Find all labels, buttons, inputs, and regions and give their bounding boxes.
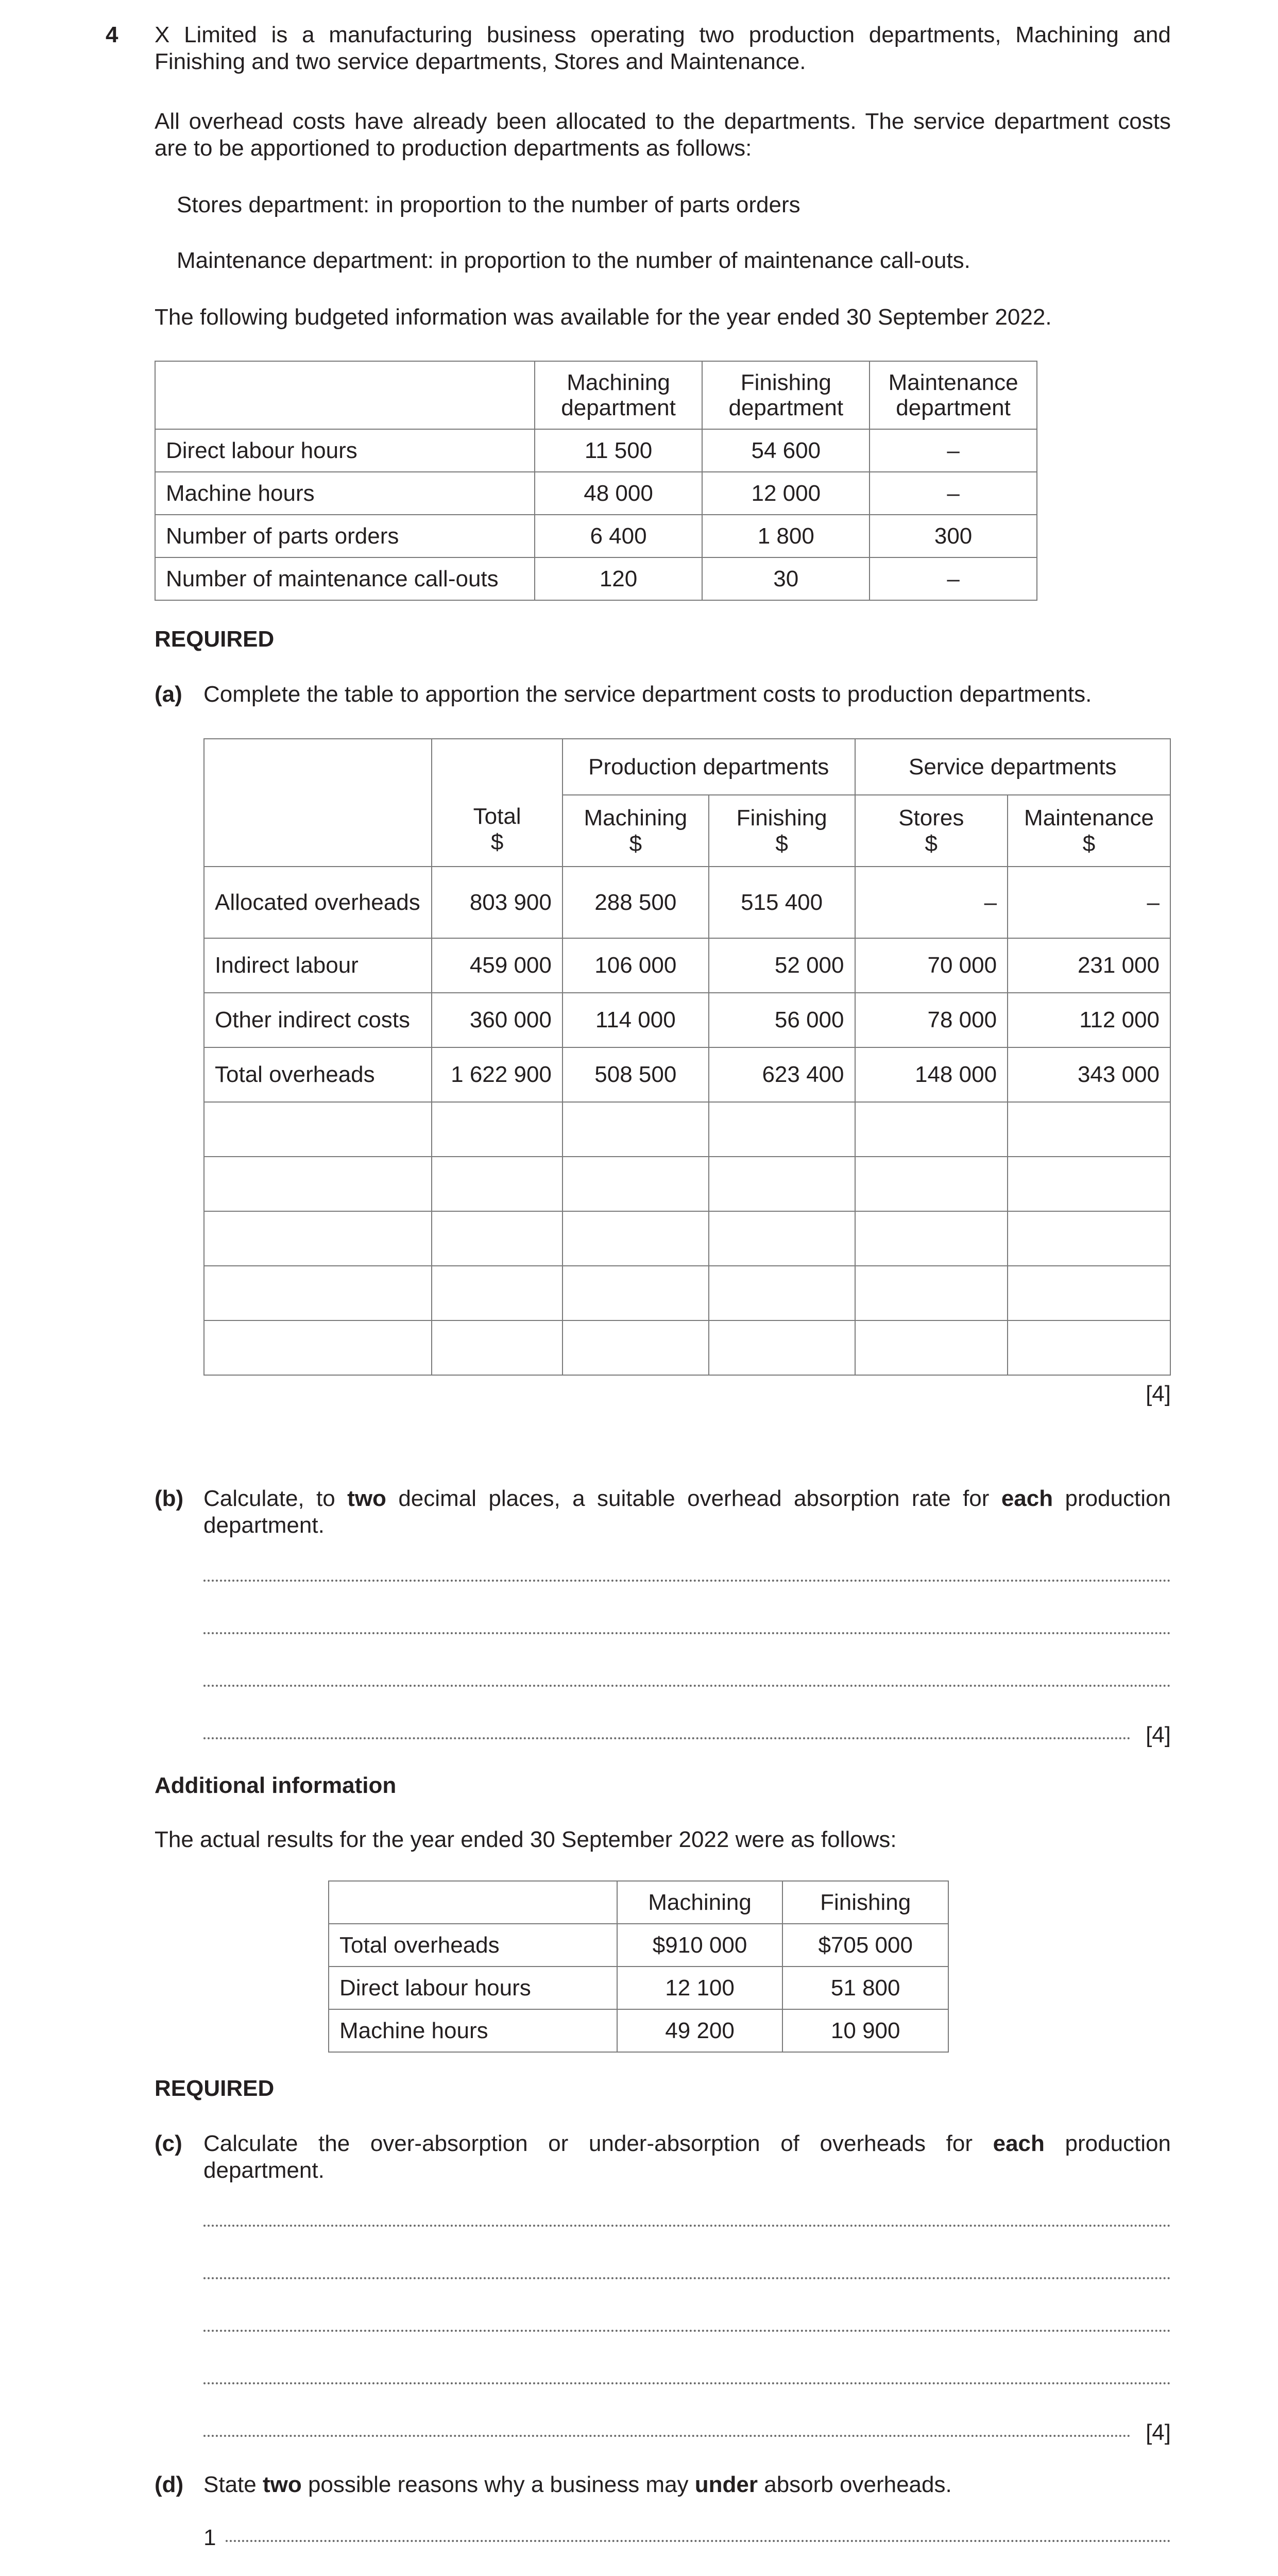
answer-cell[interactable] <box>563 1266 709 1320</box>
apportion-header-blank <box>204 739 432 867</box>
answer-row <box>204 1320 1170 1375</box>
cell-value: 114 000 <box>563 993 709 1047</box>
answer-line[interactable] <box>203 1685 1171 1687</box>
table-row <box>155 472 1037 515</box>
cell-value: 51 800 <box>782 1967 948 2009</box>
cell-value: 459 000 <box>432 938 563 993</box>
part-b-text-3: production department. <box>203 1486 1171 1538</box>
part-b-text-1: Calculate, to <box>203 1486 348 1511</box>
actual-results-table <box>328 1880 949 2053</box>
cell-value: $705 000 <box>782 1924 948 1967</box>
currency-unit: $ <box>490 829 504 855</box>
cell-value: 343 000 <box>1008 1047 1170 1102</box>
reason-number-1: 1 <box>203 2525 216 2550</box>
answer-row <box>204 1211 1170 1266</box>
part-c-label: (c) <box>155 2131 182 2156</box>
apportion-group-header-row <box>204 739 1170 795</box>
part-b-marks: [4] <box>1146 1722 1171 1748</box>
table-row <box>204 938 1170 993</box>
currency-unit: $ <box>775 831 788 856</box>
part-a-marks: [4] <box>1146 1381 1171 1406</box>
actual-header-row <box>329 1881 948 1924</box>
answer-cell[interactable] <box>709 1320 855 1375</box>
answer-cell[interactable] <box>709 1102 855 1157</box>
cell-value: – <box>1008 867 1170 938</box>
answer-cell[interactable] <box>1008 1211 1170 1266</box>
row-label: Allocated overheads <box>204 867 432 938</box>
part-d-text-2: possible reasons why a business may <box>301 2472 695 2497</box>
answer-line[interactable] <box>226 2540 1171 2542</box>
part-b-text-2: decimal places, a suitable overhead absorption rate for <box>386 1486 1001 1511</box>
part-d-bold-2: under <box>694 2472 758 2497</box>
answer-line[interactable] <box>203 1580 1171 1582</box>
answer-cell[interactable] <box>204 1211 432 1266</box>
answer-cell[interactable] <box>1008 1157 1170 1211</box>
part-d-label: (d) <box>155 2472 184 2497</box>
cell-value: 231 000 <box>1008 938 1170 993</box>
answer-cell[interactable] <box>855 1211 1008 1266</box>
production-departments-header: Production departments <box>563 739 855 795</box>
cell-value: 49 200 <box>617 2009 783 2052</box>
row-label: Number of maintenance call-outs <box>155 557 535 600</box>
cell-value: – <box>870 472 1037 515</box>
budget-header-row <box>155 361 1037 429</box>
apportion-header-total <box>432 739 563 867</box>
apportion-header-finishing <box>709 795 855 867</box>
answer-cell[interactable] <box>204 1157 432 1211</box>
cell-value: 11 500 <box>535 429 703 472</box>
table-row <box>155 515 1037 557</box>
currency-unit: $ <box>925 831 938 856</box>
apportion-header-machining <box>563 795 709 867</box>
part-a-text: Complete the table to apportion the service department costs to production departments. <box>203 682 1092 707</box>
part-c-bold: each <box>993 2131 1045 2156</box>
answer-line[interactable] <box>203 2382 1171 2384</box>
part-b-bold-2: each <box>1001 1486 1053 1511</box>
row-label: Direct labour hours <box>155 429 535 472</box>
answer-cell[interactable] <box>855 1320 1008 1375</box>
cell-value: 112 000 <box>1008 993 1170 1047</box>
budget-header-finishing: Finishing department <box>702 361 870 429</box>
answer-cell[interactable] <box>563 1157 709 1211</box>
cell-value: 300 <box>870 515 1037 557</box>
col-title: Finishing <box>736 805 827 831</box>
additional-info-heading-1: Additional information <box>155 1773 397 1798</box>
intro-paragraph-1: X Limited is a manufacturing business operating two production departments, Machining and Finishing and two service departments, Stores and Maintenance. <box>155 22 1171 74</box>
actual-header-finishing: Finishing <box>782 1881 948 1924</box>
cell-value: 508 500 <box>563 1047 709 1102</box>
col-title: Machining <box>584 805 688 831</box>
cell-value: – <box>855 867 1008 938</box>
cell-value: 148 000 <box>855 1047 1008 1102</box>
cell-value: 1 622 900 <box>432 1047 563 1102</box>
answer-row <box>204 1266 1170 1320</box>
answer-cell[interactable] <box>432 1102 563 1157</box>
budget-table <box>155 361 1037 601</box>
table-row <box>155 557 1037 600</box>
answer-cell[interactable] <box>432 1211 563 1266</box>
part-c-text <box>203 2130 1171 2184</box>
cell-value: 48 000 <box>535 472 703 515</box>
question-number: 4 <box>106 22 118 47</box>
answer-line[interactable] <box>203 2435 1131 2437</box>
service-departments-header: Service departments <box>855 739 1171 795</box>
stores-basis: Stores department: in proportion to the number of parts orders <box>177 192 800 217</box>
cell-value: 120 <box>535 557 703 600</box>
answer-cell[interactable] <box>1008 1266 1170 1320</box>
answer-cell[interactable] <box>432 1157 563 1211</box>
maintenance-basis: Maintenance department: in proportion to the number of maintenance call-outs. <box>177 248 970 273</box>
part-c-text-1: Calculate the over-absorption or under-absorption of overheads for <box>203 2131 993 2156</box>
cell-value: 12 100 <box>617 1967 783 2009</box>
budget-header-blank <box>155 361 535 429</box>
part-d-bold-1: two <box>262 2472 302 2497</box>
part-d-text-1: State <box>203 2472 263 2497</box>
cell-value: 1 800 <box>702 515 870 557</box>
table-row <box>204 867 1170 938</box>
row-label: Machine hours <box>329 2009 617 2052</box>
cell-value: $910 000 <box>617 1924 783 1967</box>
answer-line[interactable] <box>203 1632 1171 1634</box>
answer-cell[interactable] <box>855 1157 1008 1211</box>
cell-value: 52 000 <box>709 938 855 993</box>
answer-line[interactable] <box>203 2225 1171 2227</box>
answer-cell[interactable] <box>1008 1320 1170 1375</box>
cell-value: 12 000 <box>702 472 870 515</box>
part-b-bold-1: two <box>347 1486 386 1511</box>
table-row <box>204 993 1170 1047</box>
col-title: Stores <box>898 805 964 831</box>
cell-value: 78 000 <box>855 993 1008 1047</box>
answer-line[interactable] <box>203 2330 1171 2332</box>
actual-header-blank <box>329 1881 617 1924</box>
cell-value: 360 000 <box>432 993 563 1047</box>
answer-cell[interactable] <box>855 1266 1008 1320</box>
part-c-marks: [4] <box>1146 2420 1171 2445</box>
cell-value: 70 000 <box>855 938 1008 993</box>
row-label: Other indirect costs <box>204 993 432 1047</box>
currency-unit: $ <box>1082 831 1096 856</box>
apportion-header-maintenance <box>1008 795 1170 867</box>
answer-cell[interactable] <box>432 1266 563 1320</box>
apportion-header-stores <box>855 795 1008 867</box>
apportionment-table <box>203 738 1171 1376</box>
actual-header-machining: Machining <box>617 1881 783 1924</box>
answer-cell[interactable] <box>709 1266 855 1320</box>
answer-row <box>204 1102 1170 1157</box>
cell-value: 54 600 <box>702 429 870 472</box>
table-row <box>329 1924 948 1967</box>
answer-cell[interactable] <box>563 1320 709 1375</box>
part-c-text-2: production department. <box>203 2131 1171 2183</box>
answer-line[interactable] <box>203 2277 1171 2279</box>
part-d-text-3: absorb overheads. <box>758 2472 952 2497</box>
answer-cell[interactable] <box>1008 1102 1170 1157</box>
answer-row <box>204 1157 1170 1211</box>
answer-cell[interactable] <box>709 1157 855 1211</box>
budget-header-maintenance: Maintenance department <box>870 361 1037 429</box>
currency-unit: $ <box>629 831 642 856</box>
cell-value: 803 900 <box>432 867 563 938</box>
answer-cell[interactable] <box>432 1320 563 1375</box>
row-label: Indirect labour <box>204 938 432 993</box>
col-title: Total <box>473 804 521 829</box>
row-label: Machine hours <box>155 472 535 515</box>
answer-cell[interactable] <box>563 1102 709 1157</box>
table-row <box>204 1047 1170 1102</box>
required-heading-2: REQUIRED <box>155 2076 275 2101</box>
cell-value: – <box>870 429 1037 472</box>
budget-header-machining: Machining department <box>535 361 703 429</box>
part-a-label: (a) <box>155 682 182 707</box>
table-row <box>329 2009 948 2052</box>
cell-value: 623 400 <box>709 1047 855 1102</box>
answer-cell[interactable] <box>204 1266 432 1320</box>
table-row <box>329 1967 948 2009</box>
col-title: Maintenance <box>1024 805 1154 831</box>
answer-cell[interactable] <box>204 1320 432 1375</box>
answer-cell[interactable] <box>563 1211 709 1266</box>
cell-value: 106 000 <box>563 938 709 993</box>
table-row <box>155 429 1037 472</box>
cell-value: 515 400 <box>709 867 855 938</box>
cell-value: 6 400 <box>535 515 703 557</box>
cell-value: 56 000 <box>709 993 855 1047</box>
part-d-text <box>203 2471 1171 2498</box>
actual-results-intro: The actual results for the year ended 30 September 2022 were as follows: <box>155 1827 897 1852</box>
answer-cell[interactable] <box>709 1211 855 1266</box>
answer-line[interactable] <box>203 1737 1131 1739</box>
cell-value: 288 500 <box>563 867 709 938</box>
cell-value: – <box>870 557 1037 600</box>
row-label: Number of parts orders <box>155 515 535 557</box>
intro-paragraph-2: All overhead costs have already been allocated to the departments. The service department costs are to be apportioned to production departments as follows: <box>155 109 1171 161</box>
answer-cell[interactable] <box>855 1102 1008 1157</box>
budget-intro: The following budgeted information was available for the year ended 30 September 2022. <box>155 304 1052 330</box>
part-b-label: (b) <box>155 1486 184 1511</box>
required-heading-1: REQUIRED <box>155 626 275 652</box>
answer-cell[interactable] <box>204 1102 432 1157</box>
part-b-text <box>203 1485 1171 1539</box>
cell-value: 30 <box>702 557 870 600</box>
row-label: Total overheads <box>204 1047 432 1102</box>
cell-value: 10 900 <box>782 2009 948 2052</box>
row-label: Direct labour hours <box>329 1967 617 2009</box>
row-label: Total overheads <box>329 1924 617 1967</box>
